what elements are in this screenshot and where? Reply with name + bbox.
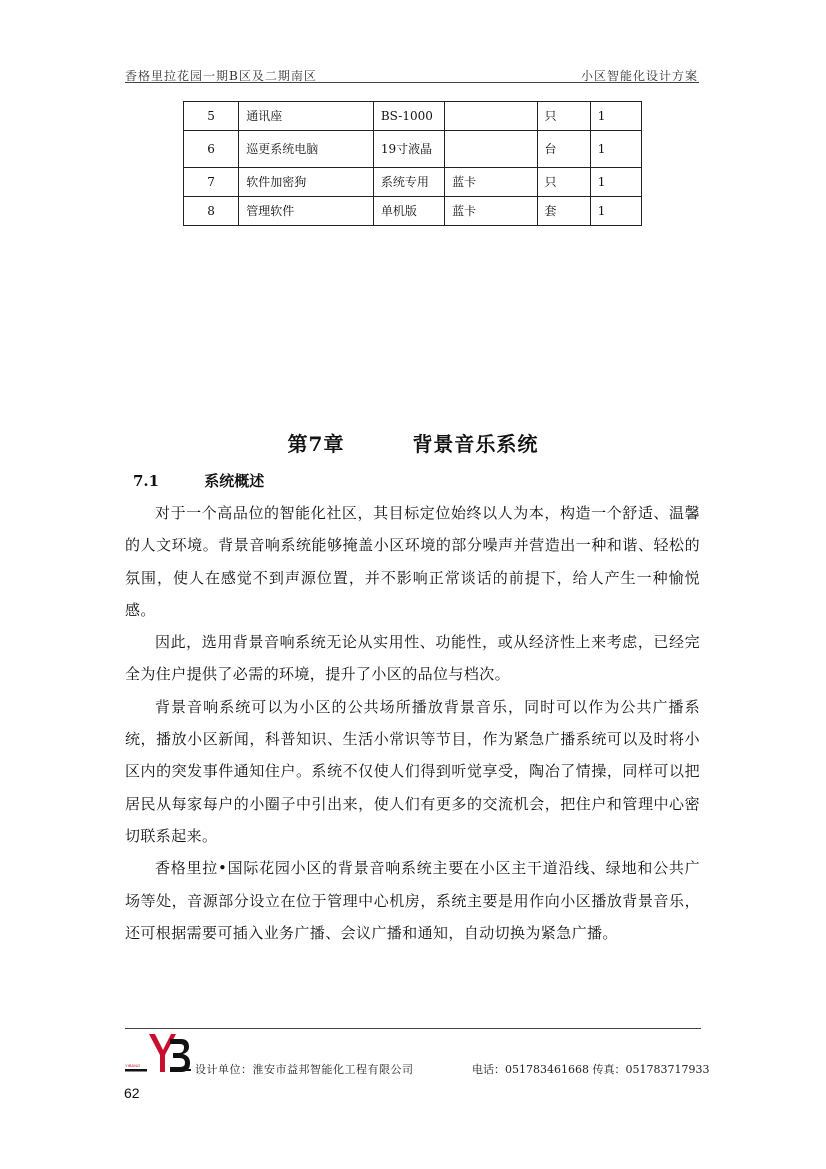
table-row — [184, 102, 642, 131]
header-rule — [125, 82, 699, 83]
section-number: 7.1 — [133, 472, 160, 490]
paragraph: 对于一个高品位的智能化社区，其目标定位始终以人为本，构造一个舒适、温馨的人文环境。背景音响系统能够掩盖小区环境的部分噪声并营造出一种和谐、轻松的氛围，使人在感觉不到声源位置，并不影响正常谈话的前提下，给人产生一种愉悦感。 — [125, 504, 700, 619]
footer-contact: 电话：051783461668 传真：051783717933 — [472, 1063, 710, 1076]
chapter-number: 第7章 — [287, 432, 345, 456]
cell-name: 软件加密狗 — [239, 168, 374, 197]
cell-brand — [445, 131, 537, 168]
paragraph: 因此，选用背景音响系统无论从实用性、功能性，或从经济性上来考虑，已经完全为住户提供了必需的环境，提升了小区的品位与档次。 — [125, 633, 700, 684]
equipment-table — [183, 101, 642, 226]
cell-no: 8 — [184, 197, 239, 226]
table-row — [184, 197, 642, 226]
footer-rule — [125, 1028, 701, 1029]
header-project-name: 香格里拉花园一期B区及二期南区 — [125, 69, 317, 83]
cell-name: 巡更系统电脑 — [239, 131, 374, 168]
table-row — [184, 168, 642, 197]
svg-text:YIBANG: YIBANG — [125, 1063, 141, 1068]
cell-brand — [445, 102, 537, 131]
chapter-title: 背景音乐系统 — [412, 432, 539, 456]
cell-model: 单机版 — [373, 197, 444, 226]
cell-no: 7 — [184, 168, 239, 197]
cell-no: 5 — [184, 102, 239, 131]
cell-qty: 1 — [590, 168, 641, 197]
cell-qty: 1 — [590, 131, 641, 168]
cell-unit: 只 — [537, 168, 590, 197]
cell-model: BS-1000 — [373, 102, 444, 131]
page-number: 62 — [124, 1085, 140, 1101]
cell-name: 通讯座 — [239, 102, 374, 131]
cell-unit: 只 — [537, 102, 590, 131]
cell-qty: 1 — [590, 197, 641, 226]
paragraph: 背景音响系统可以为小区的公共场所播放背景音乐，同时可以作为公共广播系统，播放小区新闻，科普知识、生活小常识等节目，作为紧急广播系统可以及时将小区内的突发事件通知住户。系统不仅使人们得到听觉享受，陶冶了情操，同样可以把居民从每家每户的小圈子中引出来，使人们有更多的交流机会，把住户和管理中心密切联系起来。 — [125, 697, 700, 845]
cell-model: 19寸液晶 — [373, 131, 444, 168]
company-logo — [123, 1032, 193, 1076]
body-text — [125, 497, 700, 949]
section-heading — [133, 470, 264, 491]
cell-brand: 蓝卡 — [445, 197, 537, 226]
footer-company: 设计单位：淮安市益邦智能化工程有限公司 — [195, 1063, 414, 1076]
cell-brand: 蓝卡 — [445, 168, 537, 197]
cell-model: 系统专用 — [373, 168, 444, 197]
cell-name: 管理软件 — [239, 197, 374, 226]
header-document-title: 小区智能化设计方案 — [580, 69, 698, 83]
table-row — [184, 131, 642, 168]
chapter-heading — [0, 428, 826, 457]
section-title: 系统概述 — [204, 472, 265, 490]
cell-qty: 1 — [590, 102, 641, 131]
paragraph: 香格里拉•国际花园小区的背景音响系统主要在小区主干道沿线、绿地和公共广场等处，音源部分设立在位于管理中心机房，系统主要是用作向小区播放背景音乐，还可根据需要可插入业务广播、会议广播和通知，自动切换为紧急广播。 — [125, 859, 700, 942]
cell-unit: 台 — [537, 131, 590, 168]
cell-no: 6 — [184, 131, 239, 168]
cell-unit: 套 — [537, 197, 590, 226]
